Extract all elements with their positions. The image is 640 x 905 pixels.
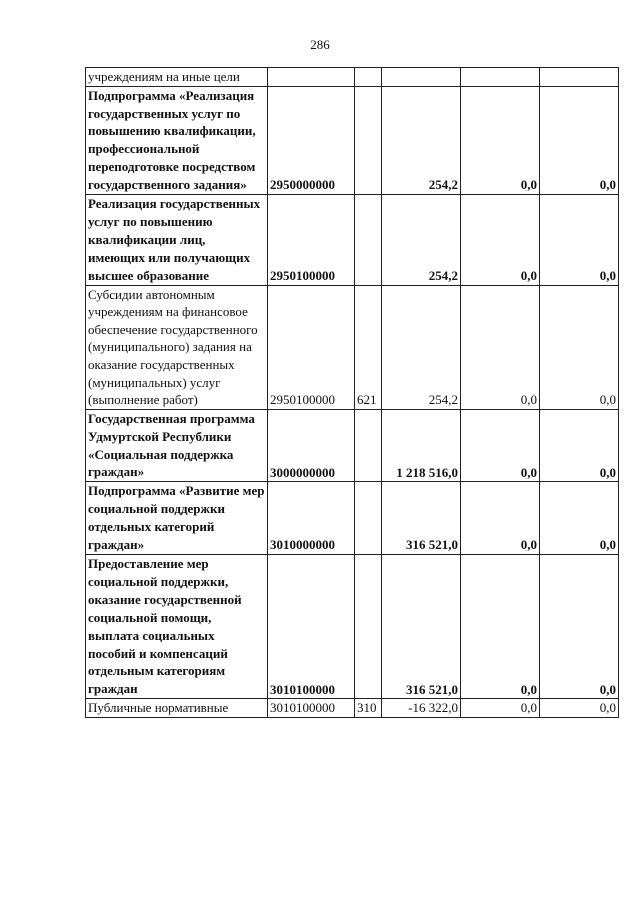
row-amount-2: 0,0 [461,285,540,409]
row-amount-2: 0,0 [461,554,540,698]
page-number: 286 [310,37,330,52]
row-amount-3: 0,0 [540,699,619,718]
row-expense-type [355,86,382,194]
row-amount-2 [461,68,540,87]
row-amount: 316 521,0 [382,482,461,555]
row-expense-type [355,195,382,286]
table-row [86,68,619,87]
row-amount-3: 0,0 [540,482,619,555]
row-amount-3: 0,0 [540,409,619,482]
row-target-code: 2950000000 [268,86,355,194]
row-amount-2: 0,0 [461,482,540,555]
row-amount: 254,2 [382,195,461,286]
row-name: Субсидии автономным учреждениям на финансовое обеспечение государственного (муниципального) задания на оказание государственных (муниципальных) услуг (выполнение работ) [86,285,268,409]
row-target-code: 3000000000 [268,409,355,482]
table-row [86,409,619,482]
row-name: Подпрограмма «Реализация государственных услуг по повышению квалификации, профессиональной переподготовке посредством государственного задания» [86,86,268,194]
row-name: Публичные нормативные [86,699,268,718]
row-amount-3: 0,0 [540,554,619,698]
row-amount [382,68,461,87]
row-amount: 316 521,0 [382,554,461,698]
row-amount-2: 0,0 [461,195,540,286]
row-amount-3: 0,0 [540,285,619,409]
row-expense-type: 310 [355,699,382,718]
row-name: Государственная программа Удмуртской Республики «Социальная поддержка граждан» [86,409,268,482]
row-amount-2: 0,0 [461,409,540,482]
row-expense-type [355,409,382,482]
row-target-code: 2950100000 [268,285,355,409]
row-amount: 1 218 516,0 [382,409,461,482]
row-amount: 254,2 [382,86,461,194]
row-name: Реализация государственных услуг по повышению квалификации лиц, имеющих или получающих высшее образование [86,195,268,286]
row-name: учреждениям на иные цели [86,68,268,87]
row-amount: 254,2 [382,285,461,409]
budget-table [85,67,619,718]
row-name: Подпрограмма «Развитие мер социальной поддержки отдельных категорий граждан» [86,482,268,555]
row-target-code: 2950100000 [268,195,355,286]
table-row [86,482,619,555]
table-row [86,285,619,409]
row-expense-type [355,68,382,87]
row-amount-2: 0,0 [461,699,540,718]
row-amount: -16 322,0 [382,699,461,718]
row-amount-3: 0,0 [540,86,619,194]
row-target-code: 3010000000 [268,482,355,555]
row-name: Предоставление мер социальной поддержки, оказание государственной социальной помощи, выплата социальных пособий и компенсаций отдельным категориям граждан [86,554,268,698]
row-amount-2: 0,0 [461,86,540,194]
row-target-code: 3010100000 [268,699,355,718]
row-expense-type [355,554,382,698]
row-target-code: 3010100000 [268,554,355,698]
row-expense-type [355,482,382,555]
row-target-code [268,68,355,87]
table-row [86,86,619,194]
row-amount-3: 0,0 [540,195,619,286]
table-row [86,699,619,718]
row-amount-3 [540,68,619,87]
table-row [86,195,619,286]
row-expense-type: 621 [355,285,382,409]
table-row [86,554,619,698]
